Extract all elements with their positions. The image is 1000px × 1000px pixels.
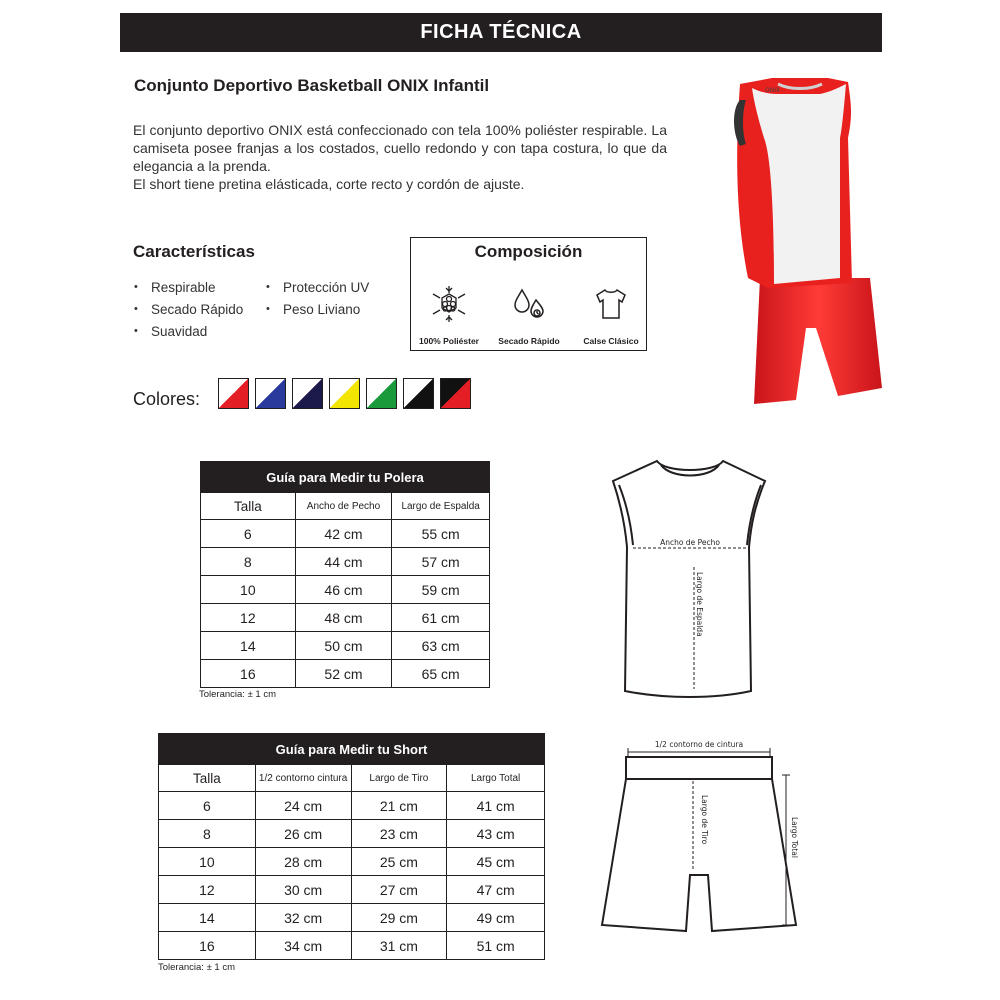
table-row (201, 632, 490, 660)
color-swatch[interactable] (440, 378, 471, 409)
table-cell: 47 cm (447, 876, 545, 904)
table-cell: 23 cm (351, 820, 447, 848)
table-row (159, 792, 545, 820)
table-header: Largo de Espalda (392, 493, 490, 520)
header-bar (120, 13, 882, 52)
table-cell: 10 (159, 848, 256, 876)
short-total-label: Largo Total (790, 817, 799, 858)
table-cell: 10 (201, 576, 296, 604)
table-row (159, 820, 545, 848)
table-cell: 27 cm (351, 876, 447, 904)
table-header: Largo de Tiro (351, 765, 447, 792)
shirt-length-label: Largo de Espalda (695, 572, 704, 637)
water-drops-icon (509, 284, 549, 324)
table-cell: 28 cm (255, 848, 351, 876)
table-cell: 34 cm (255, 932, 351, 960)
table-cell: 55 cm (392, 520, 490, 548)
fabric-snowflake-icon (429, 284, 469, 324)
composition-label: Calse Clásico (583, 336, 639, 346)
table-cell: 49 cm (447, 904, 545, 932)
polera-size-table (200, 461, 490, 688)
table-header: Largo Total (447, 765, 545, 792)
table-row (201, 520, 490, 548)
table-header: Talla (201, 493, 296, 520)
composition-label: 100% Poliéster (418, 336, 479, 346)
product-photo (720, 78, 885, 408)
composition-label: Secado Rápido (498, 336, 560, 346)
table-cell: 12 (201, 604, 296, 632)
table-cell: 42 cm (295, 520, 392, 548)
feature-item: • Protección UV (283, 280, 369, 295)
color-swatch[interactable] (292, 378, 323, 409)
table-row (201, 660, 490, 688)
table-cell: 43 cm (447, 820, 545, 848)
short-size-table (158, 733, 545, 960)
table-cell: 30 cm (255, 876, 351, 904)
table-row (201, 576, 490, 604)
table-cell: 57 cm (392, 548, 490, 576)
table-cell: 65 cm (392, 660, 490, 688)
feature-item: • Respirable (151, 280, 216, 295)
table-cell: 24 cm (255, 792, 351, 820)
table-cell: 26 cm (255, 820, 351, 848)
table-cell: 31 cm (351, 932, 447, 960)
color-swatch[interactable] (366, 378, 397, 409)
table-cell: 12 (159, 876, 256, 904)
table-row (201, 604, 490, 632)
feature-item: • Suavidad (151, 324, 207, 339)
table-cell: 52 cm (295, 660, 392, 688)
table-cell: 59 cm (392, 576, 490, 604)
polera-table-title: Guía para Medir tu Polera (201, 462, 490, 493)
composition-box (410, 237, 647, 351)
table-cell: 44 cm (295, 548, 392, 576)
table-cell: 14 (201, 632, 296, 660)
table-row (159, 932, 545, 960)
table-cell: 61 cm (392, 604, 490, 632)
table-cell: 46 cm (295, 576, 392, 604)
feature-item: • Secado Rápido (151, 302, 243, 317)
table-cell: 29 cm (351, 904, 447, 932)
color-swatch[interactable] (329, 378, 360, 409)
table-cell: 6 (159, 792, 256, 820)
table-header: Ancho de Pecho (295, 493, 392, 520)
product-description (133, 121, 667, 193)
description-paragraph-1: El conjunto deportivo ONIX está confeccionado con tela 100% poliéster respirable. La camiseta posee franjas a los costados, cuello redondo y con tapa costura, lo que da elegancia a la prenda. (133, 122, 667, 174)
colors-label: Colores: (133, 389, 201, 409)
color-swatch[interactable] (218, 378, 249, 409)
short-rise-label: Largo de Tiro (700, 795, 709, 845)
table-row (159, 904, 545, 932)
tshirt-icon (591, 284, 631, 324)
features-title: Características (133, 242, 255, 261)
table-cell: 32 cm (255, 904, 351, 932)
short-waist-label: 1/2 contorno de cintura (654, 740, 744, 749)
table-cell: 45 cm (447, 848, 545, 876)
table-cell: 14 (159, 904, 256, 932)
table-row (159, 876, 545, 904)
table-cell: 8 (159, 820, 256, 848)
table-cell: 41 cm (447, 792, 545, 820)
table-cell: 6 (201, 520, 296, 548)
table-cell: 8 (201, 548, 296, 576)
table-header: Talla (159, 765, 256, 792)
table-cell: 16 (201, 660, 296, 688)
description-paragraph-2: El short tiene pretina elásticada, corte recto y cordón de ajuste. (133, 176, 525, 192)
table-row (201, 548, 490, 576)
short-table-title: Guía para Medir tu Short (159, 734, 545, 765)
table-cell: 25 cm (351, 848, 447, 876)
table-cell: 48 cm (295, 604, 392, 632)
page-title: FICHA TÉCNICA (420, 21, 582, 43)
photo-brand-label: ONIX (765, 87, 781, 94)
composition-title: Composición (474, 242, 583, 261)
color-swatch[interactable] (255, 378, 286, 409)
table-cell: 51 cm (447, 932, 545, 960)
shirt-width-label: Ancho de Pecho (660, 538, 720, 547)
table-cell: 16 (159, 932, 256, 960)
short-diagram (598, 735, 803, 935)
product-title: Conjunto Deportivo Basketball ONIX Infantil (134, 76, 490, 95)
shirt-diagram (605, 455, 775, 705)
table-header: 1/2 contorno cintura (255, 765, 351, 792)
color-swatch[interactable] (403, 378, 434, 409)
table-cell: 63 cm (392, 632, 490, 660)
polera-tolerance: Tolerancia: ± 1 cm (199, 689, 277, 700)
short-tolerance: Tolerancia: ± 1 cm (158, 962, 236, 973)
table-cell: 50 cm (295, 632, 392, 660)
table-row (159, 848, 545, 876)
table-cell: 21 cm (351, 792, 447, 820)
feature-item: • Peso Liviano (283, 302, 360, 317)
